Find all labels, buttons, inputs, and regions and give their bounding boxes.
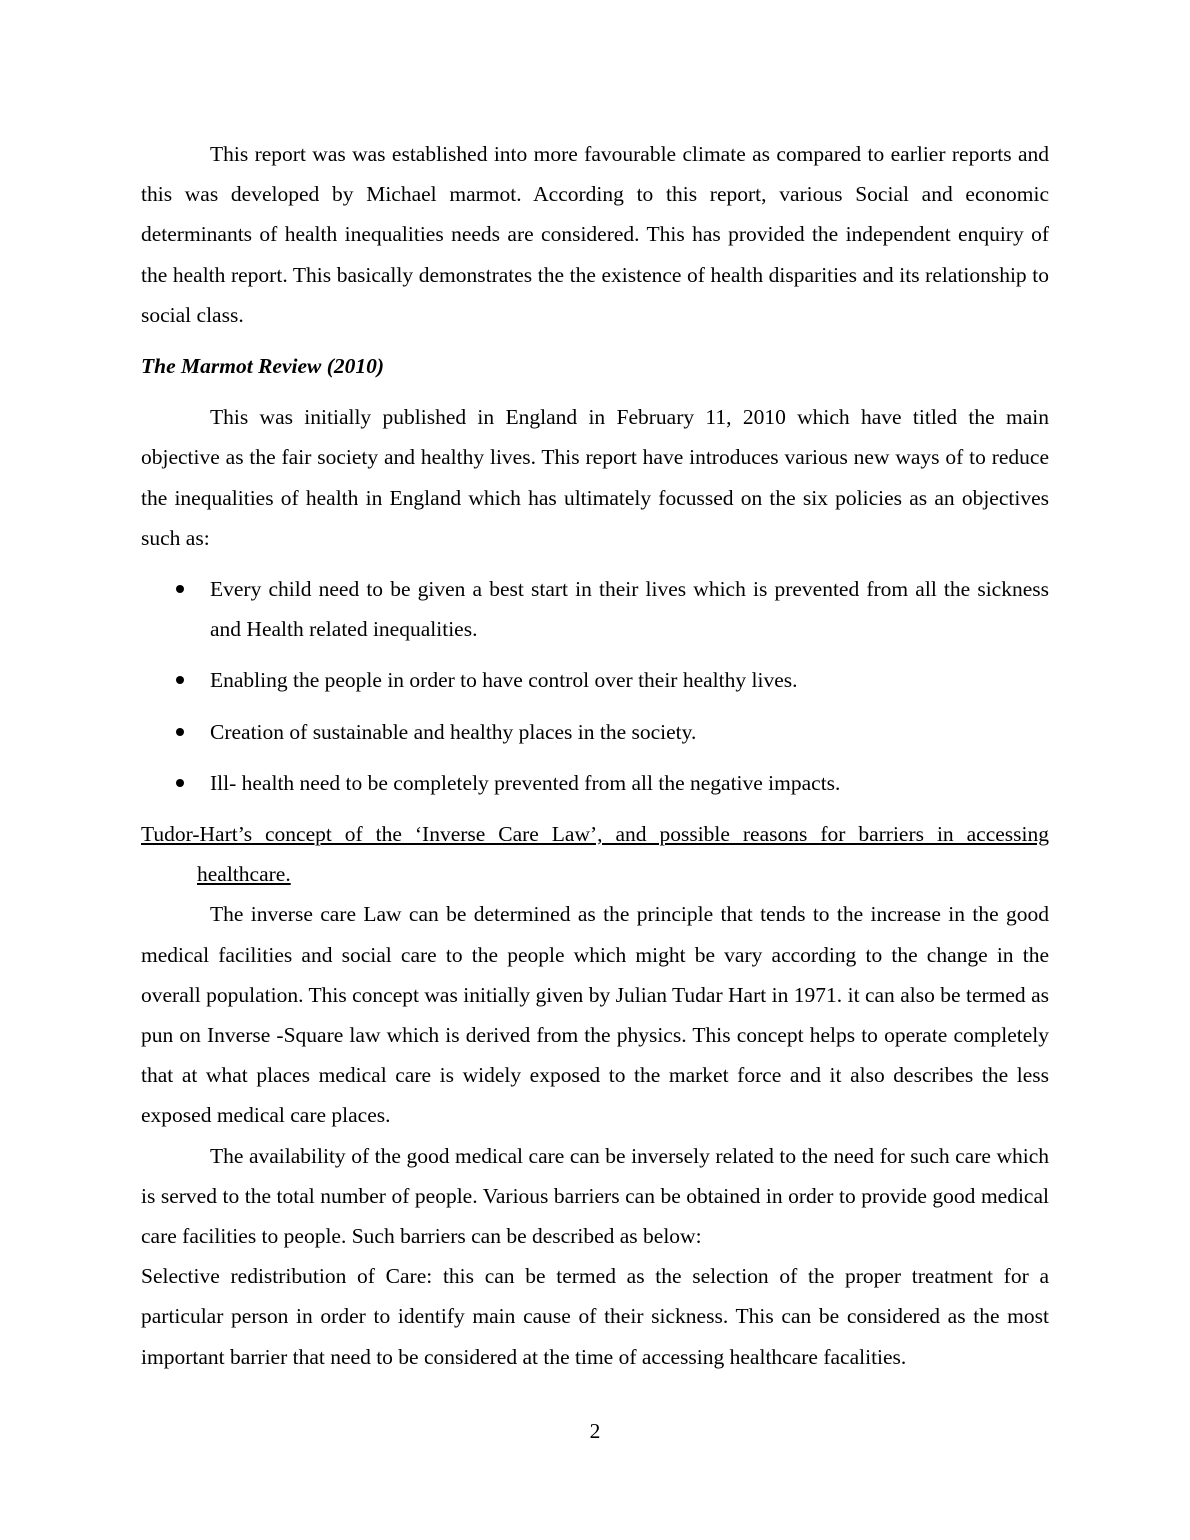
list-item-text: Creation of sustainable and healthy places in the society. xyxy=(210,719,697,744)
paragraph-marmot-review: This was initially published in England in February 11, 2010 which have titled the main objective as the fair society and healthy lives. This report have introduces various new ways of to reduce the inequalities of health in England which has ultimately focussed on the six policies as an objectives such as: xyxy=(141,405,1049,550)
list-item xyxy=(141,763,1049,803)
page-number: 2 xyxy=(589,1419,601,1443)
bullet-icon xyxy=(176,676,184,684)
paragraph-inverse-care-law: The inverse care Law can be determined as the principle that tends to the increase in the good medical facilities and social care to the people which might be vary according to the change in the overall population. This concept was initially given by Julian Tudar Hart in 1971. it can also be termed as pun on Inverse -Square law which is derived from the physics. This concept helps to operate completely that at what places medical care is widely exposed to the market force and it also describes the less exposed medical care places. xyxy=(141,902,1049,1128)
list-item-text: Enabling the people in order to have control over their healthy lives. xyxy=(210,668,798,693)
page-content xyxy=(141,134,1049,1377)
list-item xyxy=(141,660,1049,700)
list-item xyxy=(141,569,1049,649)
bullet-icon xyxy=(176,585,184,593)
list-item-text: Ill- health need to be completely prevented from all the negative impacts. xyxy=(210,770,841,795)
list-item xyxy=(141,712,1049,752)
heading-marmot-review: The Marmot Review (2010) xyxy=(141,354,385,379)
bullet-icon xyxy=(176,728,184,736)
policy-bullet-list xyxy=(141,569,1049,803)
bullet-icon xyxy=(176,779,184,787)
paragraph-selective-redistribution: Selective redistribution of Care: this can be termed as the selection of the proper treatment for a particular person in order to identify main cause of their sickness. This can be considered as the most important barrier that need to be considered at the time of accessing healthcare facalities. xyxy=(141,1264,1049,1369)
list-item-text: Every child need to be given a best start in their lives which is prevented from all the sickness and Health related inequalities. xyxy=(210,577,1049,642)
paragraph-report-intro: This report was was established into more favourable climate as compared to earlier reports and this was developed by Michael marmot. According to this report, various Social and economic determinants of health inequalities needs are considered. This has provided the independent enquiry of the health report. This basically demonstrates the the existence of health disparities and its relationship to social class. xyxy=(141,142,1049,327)
heading-inverse-care-law: Tudor-Hart’s concept of the ‘Inverse Care Law’, and possible reasons for barriers in accessing healthcare. xyxy=(141,822,1049,887)
paragraph-availability-care: The availability of the good medical care can be inversely related to the need for such care which is served to the total number of people. Various barriers can be obtained in order to provide good medical care facilities to people. Such barriers can be described as below: xyxy=(141,1143,1049,1249)
